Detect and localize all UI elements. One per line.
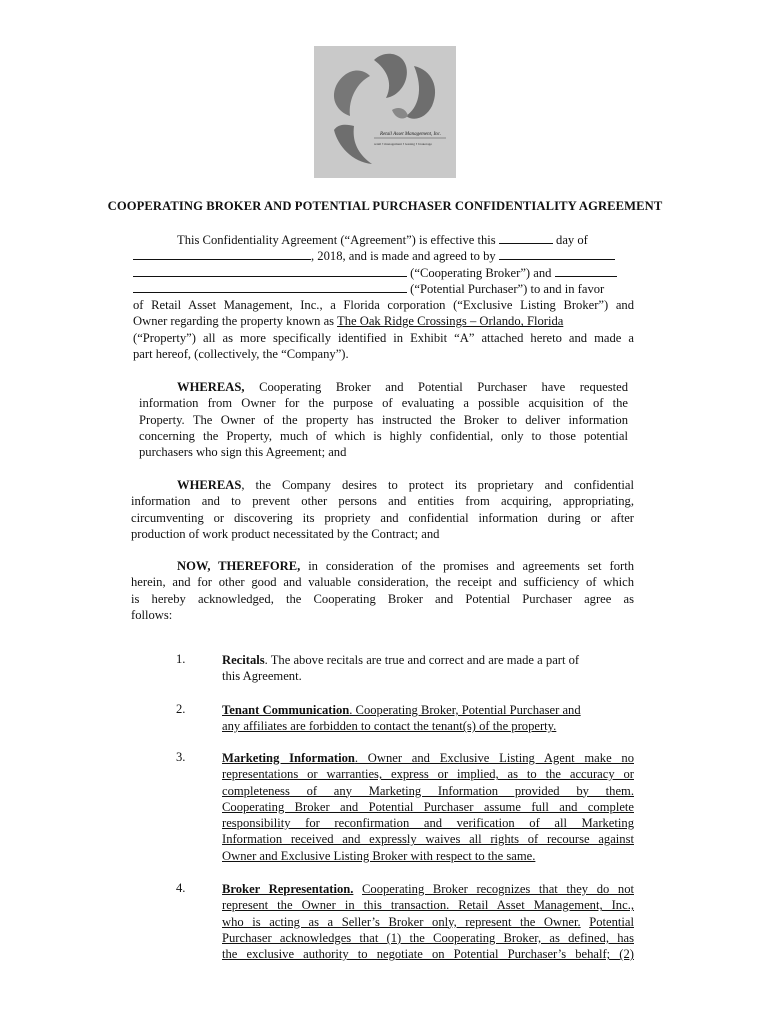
intro-line-1	[133, 232, 634, 248]
item-4-heading: Broker Representation.	[222, 882, 354, 896]
item-1-heading: Recitals	[222, 653, 265, 667]
cooperating-broker-blank[interactable]	[133, 266, 407, 277]
item-4-text-3b: Potential	[589, 914, 634, 929]
item-3-text-1: . Owner and Exclusive Listing Agent make no	[354, 751, 634, 765]
whereas-2-paragraph	[131, 477, 634, 542]
item-4-text-1: Cooperating Broker recognizes that they do not	[362, 882, 634, 896]
intro-text-3: (“Cooperating Broker”) and	[410, 265, 552, 280]
item-4-line-1	[222, 881, 634, 897]
whereas-1-text-1: Cooperating Broker and Potential Purchaser have requested	[259, 380, 628, 394]
item-1-recitals	[222, 652, 634, 685]
potential-purchaser-blank-1[interactable]	[555, 266, 617, 277]
whereas-2-text-2: information and to prevent other persons and entities from acquiring, appropriating,	[131, 494, 634, 509]
intro-line-2	[133, 248, 634, 264]
item-3-text-5: responsibility for reconfirmation and verification of all Marketing	[222, 816, 634, 831]
document-title: COOPERATING BROKER AND POTENTIAL PURCHASER CONFIDENTIALITY AGREEMENT	[107, 199, 663, 213]
item-4-number: 4.	[176, 881, 186, 895]
intro-line-6	[133, 313, 634, 329]
item-4-text-5: the exclusive authority to negotiate on Potential Purchaser’s behalf; (2)	[222, 947, 634, 962]
item-2-tenant-communication	[222, 702, 634, 735]
item-4-text-3a: who is acting as a Seller’s Broker only, represent the Owner.	[222, 914, 581, 929]
item-3-text-3: completeness of any Marketing Information provided by them.	[222, 783, 634, 798]
intro-text-7: (“Property”) all as more specifically identified in Exhibit “A” attached hereto and made a	[133, 330, 634, 345]
now-therefore-text-1: in consideration of the promises and agreements set forth	[308, 559, 634, 573]
whereas-1-text-4: concerning the Property, much of which is highly confidential, only to those potential	[139, 428, 628, 443]
item-2-text-1: . Cooperating Broker, Potential Purchaser and	[349, 703, 581, 717]
whereas-1-text-2: information from Owner for the purpose of evaluating a possible acquisition of the	[139, 396, 628, 411]
whereas-1-text-5: purchasers who sign this Agreement; and	[139, 445, 347, 460]
item-3-heading: Marketing Information	[222, 751, 355, 765]
whereas-2-text-1: , the Company desires to protect its proprietary and confidential	[241, 478, 634, 492]
whereas-2-text-3: circumventing or discovering its propriety and confidential information during or after	[131, 510, 634, 525]
intro-line-3	[133, 265, 634, 281]
whereas-2-lead: WHEREAS	[177, 478, 242, 492]
now-therefore-lead: NOW, THEREFORE,	[177, 559, 301, 573]
now-therefore-paragraph	[131, 558, 634, 623]
item-1-line-1	[222, 652, 634, 668]
whereas-2-text-4: production of work product necessitated by the Contract; and	[131, 526, 440, 541]
intro-text-8: part hereof, (collectively, the “Company”).	[133, 347, 349, 362]
item-4-line-3	[222, 914, 634, 930]
item-2-number: 2.	[176, 702, 186, 716]
item-3-text-7: Owner and Exclusive Listing Broker with respect to the same.	[222, 848, 536, 863]
intro-line-4	[133, 281, 634, 297]
whereas-1-lead: WHEREAS,	[177, 380, 245, 394]
property-name: The Oak Ridge Crossings – Orlando, Florida	[337, 314, 564, 329]
intro-paragraph	[133, 232, 634, 362]
intro-text-1b: day of	[556, 233, 588, 247]
item-1-text-1: . The above recitals are true and correct and are made a part of	[264, 653, 580, 667]
item-3-text-6: Information received and expressly waives all rights of recourse against	[222, 832, 634, 847]
now-therefore-text-4: follows:	[131, 607, 173, 622]
whereas-2-line-1	[131, 477, 634, 493]
logo-company-name: Retail Asset Management, Inc.	[380, 132, 442, 137]
company-logo	[314, 46, 456, 178]
intro-text-2: , 2018, and is made and agreed to by	[311, 249, 496, 264]
potential-purchaser-blank-2[interactable]	[133, 282, 407, 293]
now-therefore-text-2: herein, and for other good and valuable consideration, the receipt and sufficiency of which	[131, 575, 634, 590]
item-2-text-2: any affiliates are forbidden to contact the tenant(s) of the property.	[222, 719, 557, 734]
now-therefore-line-1	[131, 558, 634, 574]
intro-text-1a: This Confidentiality Agreement (“Agreement”) is effective this	[177, 233, 496, 247]
item-1-number: 1.	[176, 652, 186, 666]
item-4-broker-representation	[222, 881, 634, 962]
item-2-heading: Tenant Communication	[222, 703, 350, 717]
intro-text-5: of Retail Asset Management, Inc., a Florida corporation (“Exclusive Listing Broker”) and	[133, 298, 634, 313]
item-3-line-1	[222, 750, 634, 766]
swirl-logo-icon	[314, 46, 456, 178]
agreed-by-blank[interactable]	[499, 249, 615, 260]
item-3-text-4: Cooperating Broker and Potential Purchaser assume full and complete	[222, 799, 634, 814]
item-3-marketing-information	[222, 750, 634, 864]
intro-text-6a: Owner regarding the property known as	[133, 314, 335, 329]
date-blank-month[interactable]	[133, 249, 311, 260]
intro-text-4: (“Potential Purchaser”) to and in favor	[410, 281, 605, 296]
whereas-1-line-1	[139, 379, 628, 395]
item-3-number: 3.	[176, 750, 186, 764]
whereas-1-text-3: Property. The Owner of the property has instructed the Broker to deliver information	[139, 412, 628, 427]
item-2-line-1	[222, 702, 634, 718]
logo-tagline: retail ▪ management ▪ leasing ▪ brokerage	[374, 142, 432, 146]
item-1-text-2: this Agreement.	[222, 669, 302, 684]
date-blank-day[interactable]	[499, 233, 553, 244]
item-4-text-2: represent the Owner in this transaction. Retail Asset Management, Inc.,	[222, 898, 634, 913]
whereas-1-paragraph	[139, 379, 628, 460]
item-3-text-2: representations or warranties, express or implied, as to the accuracy or	[222, 767, 634, 782]
now-therefore-text-3: is hereby acknowledged, the Cooperating Broker and Potential Purchaser agree as	[131, 591, 634, 606]
item-4-text-4: Purchaser acknowledges that (1) the Cooperating Broker, as defined, has	[222, 930, 634, 945]
